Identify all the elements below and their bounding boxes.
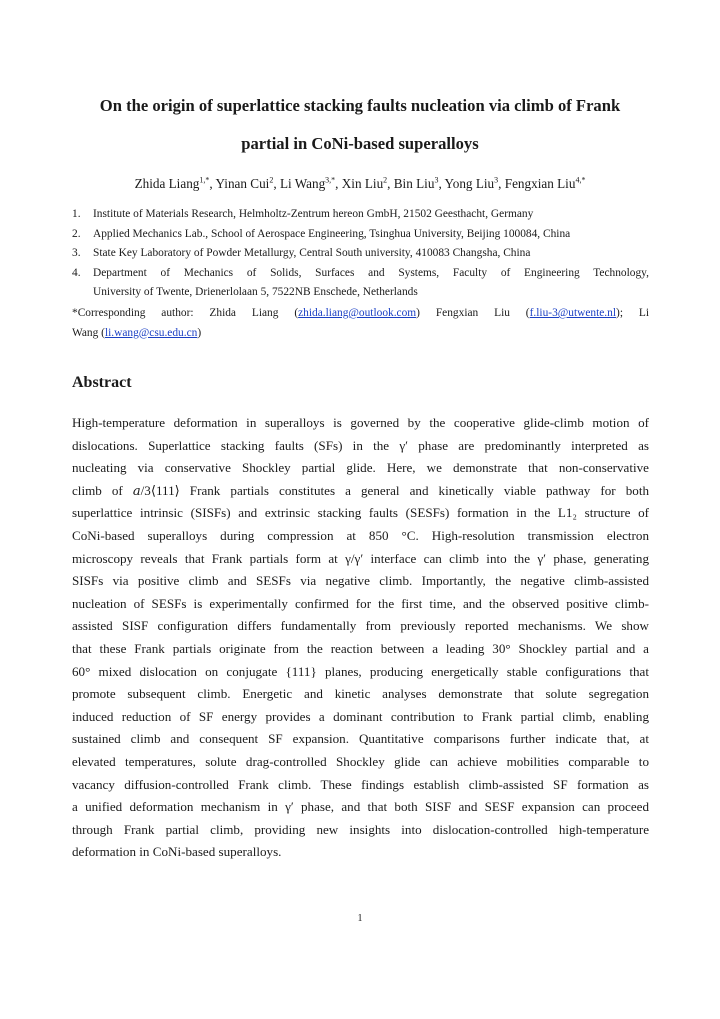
abstract-line: a unified deformation mechanism in γ′ phase, and that both SISF and SESF expansion can proceed	[72, 799, 649, 815]
corresponding-suffix: )	[197, 326, 202, 339]
author	[445, 176, 499, 191]
author-affiliation-mark: 2	[383, 175, 388, 185]
author-name: Li Wang	[279, 176, 326, 191]
author	[216, 176, 274, 191]
author-name: Xin Liu	[341, 176, 384, 191]
abstract-body	[72, 412, 649, 864]
paper-title-line1: On the origin of superlattice stacking faults nucleation via climb of Frank	[99, 96, 621, 115]
affiliation-text-continued: University of Twente, Drienerlolaan 5, 7522NB Enschede, Netherlands	[93, 286, 418, 298]
abstract-line: microscopy reveals that Frank partials form at γ/γ′ interface can climb into the γ′ phase, generating	[72, 550, 649, 566]
abstract-line: elevated temperatures, solute drag-controlled Shockley glide can achieve mobilities comparable to	[72, 753, 649, 769]
affiliation-item	[72, 264, 649, 303]
author-name: Yong Liu	[444, 176, 495, 191]
abstract-line: through Frank partial climb, providing new insights into dislocation-controlled high-temperature	[72, 821, 649, 837]
author	[342, 176, 387, 191]
abstract-line: promote subsequent climb. Energetic and kinetic analyses demonstrate that solute segregation	[72, 686, 649, 702]
author-affiliation-mark: 4,*	[575, 175, 586, 185]
affiliation-number: 2.	[72, 227, 81, 240]
author-list: Zhida Liang$^{1,*}$, Yinan Cui$^2$, Li Wang$^{3,*}$, Xin Liu$^2$, Bin Liu$^3$, Yong Liu$^3$, Fengxian Liu$^{4,*}$	[134, 175, 586, 191]
affiliation-item	[72, 205, 649, 225]
author	[135, 176, 210, 191]
author-affiliation-mark: 3	[434, 175, 439, 185]
abstract-line: 60° mixed dislocation on conjugate {111} planes, producing energetically stable configurations that	[72, 663, 649, 679]
abstract-heading: Abstract	[72, 374, 132, 391]
affiliation-item	[72, 244, 649, 264]
corresponding-line	[72, 304, 649, 324]
email-link-wang[interactable]: li.wang@csu.edu.cn	[104, 326, 198, 339]
abstract-line: climb of 𝑎/3⟨111⟩ Frank partials constitutes a general and kinetically viable pathway for both	[72, 482, 649, 498]
affiliation-text: Applied Mechanics Lab., School of Aerospace Engineering, Tsinghua University, Beijing 100084, China	[93, 227, 571, 240]
abstract-line: induced reduction of SF energy provides a dominant contribution to Frank partial climb, enabling	[72, 708, 649, 724]
affiliation-list	[72, 205, 649, 303]
abstract-line: High-temperature deformation in superalloys is governed by the cooperative glide-climb motion of	[72, 415, 649, 430]
abstract-line: sustained climb and consequent SF expansion. Quantitative comparisons further indicate that, at	[72, 731, 649, 747]
affiliation-item	[72, 225, 649, 245]
corresponding-mid2: ); Li	[616, 307, 649, 319]
affiliation-number: 4.	[72, 266, 81, 279]
abstract-line: nucleation of SESFs is experimentally confirmed for the first time, and the observed positive climb-	[72, 595, 649, 611]
abstract-line: vacancy diffusion-controlled Frank climb. These findings establish climb-assisted SF formation as	[72, 776, 649, 792]
corresponding-mid: ) Fengxian Liu (	[416, 307, 530, 319]
corresponding-prefix: *Corresponding author: Zhida Liang (	[72, 307, 299, 319]
abstract-line: that these Frank partials originate from the reaction between a leading 30° Shockley partial and a	[72, 640, 649, 656]
paper-title-line2: partial in CoNi-based superalloys	[241, 134, 479, 153]
author-name: Fengxian Liu	[504, 176, 576, 191]
affiliation-text: Department of Mechanics of Solids, Surfaces and Systems, Faculty of Engineering Technology,	[93, 266, 649, 279]
email-link-liang[interactable]: zhida.liang@outlook.com	[298, 307, 417, 319]
affiliation-text: State Key Laboratory of Powder Metallurgy, Central South university, 410083 Changsha, China	[93, 247, 531, 259]
author	[280, 176, 335, 191]
abstract-line: assisted SISF configuration differs fundamentally from previously reported mechanisms. We show	[72, 618, 649, 634]
affiliation-text: Institute of Materials Research, Helmholtz-Zentrum hereon GmbH, 21502 Geesthacht, Germany	[93, 208, 534, 220]
author-affiliation-mark: 2	[269, 175, 274, 185]
abstract-line: dislocations. Superlattice stacking faults (SFs) in the γ′ phase are predominantly interpreted as	[72, 437, 649, 453]
abstract-line: CoNi-based superalloys during compression at 850 °C. High-resolution transmission electron	[72, 527, 649, 543]
abstract-line: deformation in CoNi-based superalloys.	[72, 844, 282, 860]
abstract-line: nucleating via conservative Shockley partial glide. Here, we demonstrate that non-conservative	[72, 460, 649, 476]
author-affiliation-mark: 3,*	[325, 175, 336, 185]
email-link-liu[interactable]: f.liu-3@utwente.nl	[529, 307, 617, 319]
corresponding-author	[72, 304, 649, 343]
abstract-line: superlattice intrinsic (SISFs) and extrinsic stacking faults (SESFs) formation in the L1₂ structure of	[72, 505, 649, 521]
affiliation-number: 3.	[72, 247, 81, 259]
author-affiliation-mark: 3	[494, 175, 499, 185]
author-affiliation-mark: 1,*	[199, 175, 210, 185]
author-name: Yinan Cui	[215, 176, 270, 191]
page-number: 1	[357, 913, 363, 924]
author	[505, 176, 586, 191]
affiliation-number: 1.	[72, 208, 81, 220]
abstract-line: SISFs via positive climb and SESFs via negative climb. Importantly, the negative climb-assisted	[72, 573, 649, 589]
author-name: Zhida Liang	[134, 176, 200, 191]
author-name: Bin Liu	[393, 176, 435, 191]
author	[394, 176, 439, 191]
corresponding-line2-prefix: Wang (	[72, 326, 105, 339]
